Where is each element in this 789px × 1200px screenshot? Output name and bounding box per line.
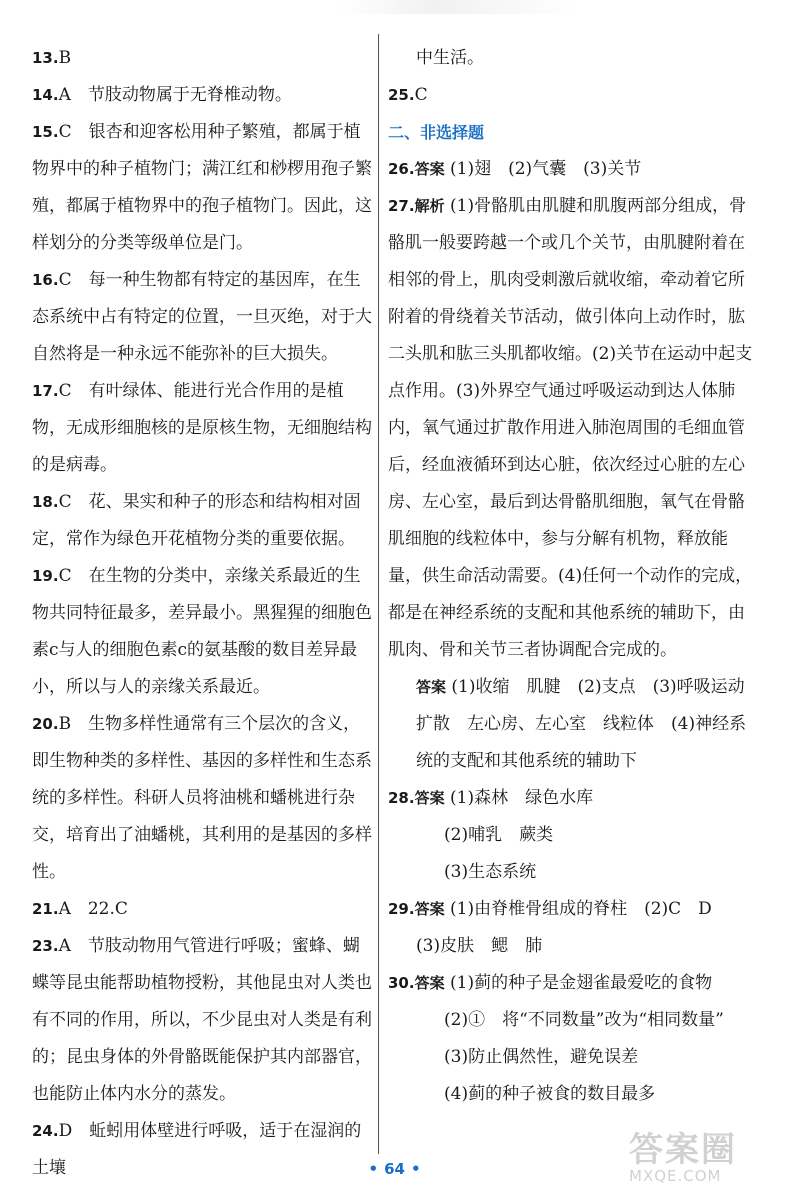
right-column: [388, 40, 762, 1113]
answer-text: A 节肢动物属于无脊椎动物。: [58, 85, 292, 105]
question-number: 29.: [388, 900, 415, 918]
answer-25: [388, 77, 756, 114]
watermark-title: 答案圈: [629, 1130, 737, 1170]
answer-21-22: [32, 891, 372, 928]
answer-label: 答案: [414, 900, 445, 918]
answer-text: C 花、果实和种子的形态和结构相对固定，常作为绿色开花植物分类的重要依据。: [32, 492, 361, 549]
answer-14: [32, 77, 372, 114]
answer-line: (1)森林 绿色水库: [450, 788, 594, 808]
question-number: 13.: [32, 49, 59, 67]
answer-line: (1)由脊椎骨组成的脊柱 (2)C D: [450, 899, 712, 919]
answer-24-continued: 中生活。: [416, 48, 484, 68]
answer-30-line-2: (2)① 将“不同数量”改为“相同数量”: [444, 1010, 724, 1030]
question-number: 25.: [388, 86, 415, 104]
answer-label: 答案: [414, 160, 445, 178]
answer-text: D 蚯蚓用体壁进行呼吸，适于在湿润的土壤: [32, 1121, 362, 1178]
answer-20: [32, 706, 372, 891]
answer-26: [388, 151, 756, 188]
analysis-label: 解析: [414, 197, 445, 215]
answer-30-line-4: (4)蓟的种子被食的数目最多: [444, 1084, 656, 1104]
question-number: 30.: [388, 974, 415, 992]
watermark-url: MXQE.COM: [629, 1167, 722, 1185]
footer-dot-right: •: [410, 1160, 421, 1178]
question-number: 21.: [32, 900, 59, 918]
answer-text: (1)翅 (2)气囊 (3)关节: [450, 159, 642, 179]
analysis-27: [388, 188, 756, 669]
answer-line: (1)蓟的种子是金翅雀最爱吃的食物: [450, 973, 713, 993]
scan-smudge: [340, 0, 580, 14]
answer-text: (1)收缩 肌腱 (2)支点 (3)呼吸运动 扩散 左心房、左心室 线粒体 (4)神经系统的支配和其他系统的辅助下: [416, 677, 762, 771]
watermark-logo: [629, 1122, 769, 1192]
answer-23: [32, 928, 372, 1113]
answer-label: 答案: [416, 678, 447, 696]
question-number: 20.: [32, 715, 59, 733]
answer-29-line-2: (3)皮肤 鳃 肺: [416, 936, 543, 956]
answer-30: [388, 965, 756, 1002]
answer-text: C 每一种生物都有特定的基因库，在生态系统中占有特定的位置，一旦灭绝，对于大自然将是一种永远不能弥补的巨大损失。: [32, 270, 372, 364]
answer-text: C 在生物的分类中，亲缘关系最近的生物共同特征最多，差异最小。黑猩猩的细胞色素c与人的细胞色素c的氨基酸的数目差异最小，所以与人的亲缘关系最近。: [32, 566, 372, 697]
answer-text: A 22.C: [58, 899, 128, 919]
section-heading: 二、非选择题: [388, 123, 485, 142]
answer-label: 答案: [414, 789, 445, 807]
question-number: 14.: [32, 86, 59, 104]
answer-16: [32, 262, 372, 373]
answer-text: B: [58, 48, 72, 68]
question-number: 28.: [388, 789, 415, 807]
question-number: 18.: [32, 493, 59, 511]
footer-dot-left: •: [368, 1160, 379, 1178]
answer-18: [32, 484, 372, 558]
answer-text: B 生物多样性通常有三个层次的含义，即生物种类的多样性、基因的多样性和生态系统的多样性。科研人员将油桃和蟠桃进行杂交，培育出了油蟠桃，其利用的是基因的多样性。: [32, 714, 372, 882]
question-number: 26.: [388, 160, 415, 178]
column-divider: [378, 34, 379, 1154]
answer-17: [32, 373, 372, 484]
answer-28: [388, 780, 756, 817]
answer-15: [32, 114, 372, 262]
answer-text: C 银杏和迎客松用种子繁殖，都属于植物界中的种子植物门；满江红和桫椤用孢子繁殖，都属于植物界中的孢子植物门。因此，这样划分的分类等级单位是门。: [32, 122, 372, 253]
question-number: 19.: [32, 567, 59, 585]
analysis-text: (1)骨骼肌由肌腱和肌腹两部分组成，骨骼肌一般要跨越一个或几个关节，由肌腱附着在相邻的骨上，肌肉受刺激后就收缩，牵动着它所附着的骨绕着关节活动，做引体向上动作时，肱二头肌和肱三头肌都收缩。(2)关节在运动中起支点作用。(3)外界空气通过呼吸运动到达人体肺内，氧气通过扩散作用进入肺泡周围的毛细血管后，经血液循环到达心脏，依次经过心脏的左心房、左心室，最后到达骨骼肌细胞，氧气在骨骼肌细胞的线粒体中，参与分解有机物，释放能量，供生命活动需要。(4)任何一个动作的完成，都是在神经系统的支配和其他系统的辅助下，由肌肉、骨和关节三者协调配合完成的。: [388, 196, 753, 660]
left-column: [32, 40, 372, 1187]
answer-30-line-3: (3)防止偶然性，避免误差: [444, 1047, 639, 1067]
question-number: 27.: [388, 197, 415, 215]
answer-text: C 有叶绿体、能进行光合作用的是植物，无成形细胞核的是原核生物，无细胞结构的是病毒。: [32, 381, 372, 475]
answer-29: [388, 891, 756, 928]
answer-27: [388, 669, 762, 780]
answer-text: A 节肢动物用气管进行呼吸；蜜蜂、蝴蝶等昆虫能帮助植物授粉，其他昆虫对人类也有不同的作用，所以，不少昆虫对人类是有利的；昆虫身体的外骨骼既能保护其内部器官，也能防止体内水分的蒸发。: [32, 936, 372, 1104]
answer-text: C: [414, 85, 428, 105]
answer-28-line-3: (3)生态系统: [444, 862, 537, 882]
question-number: 23.: [32, 937, 59, 955]
answer-13: [32, 40, 372, 77]
page-number: 64: [384, 1160, 405, 1178]
answer-28-line-2: (2)哺乳 蕨类: [444, 825, 554, 845]
question-number: 16.: [32, 271, 59, 289]
question-number: 17.: [32, 382, 59, 400]
answer-19: [32, 558, 372, 706]
answer-label: 答案: [414, 974, 445, 992]
question-number: 15.: [32, 123, 59, 141]
question-number: 24.: [32, 1122, 59, 1140]
